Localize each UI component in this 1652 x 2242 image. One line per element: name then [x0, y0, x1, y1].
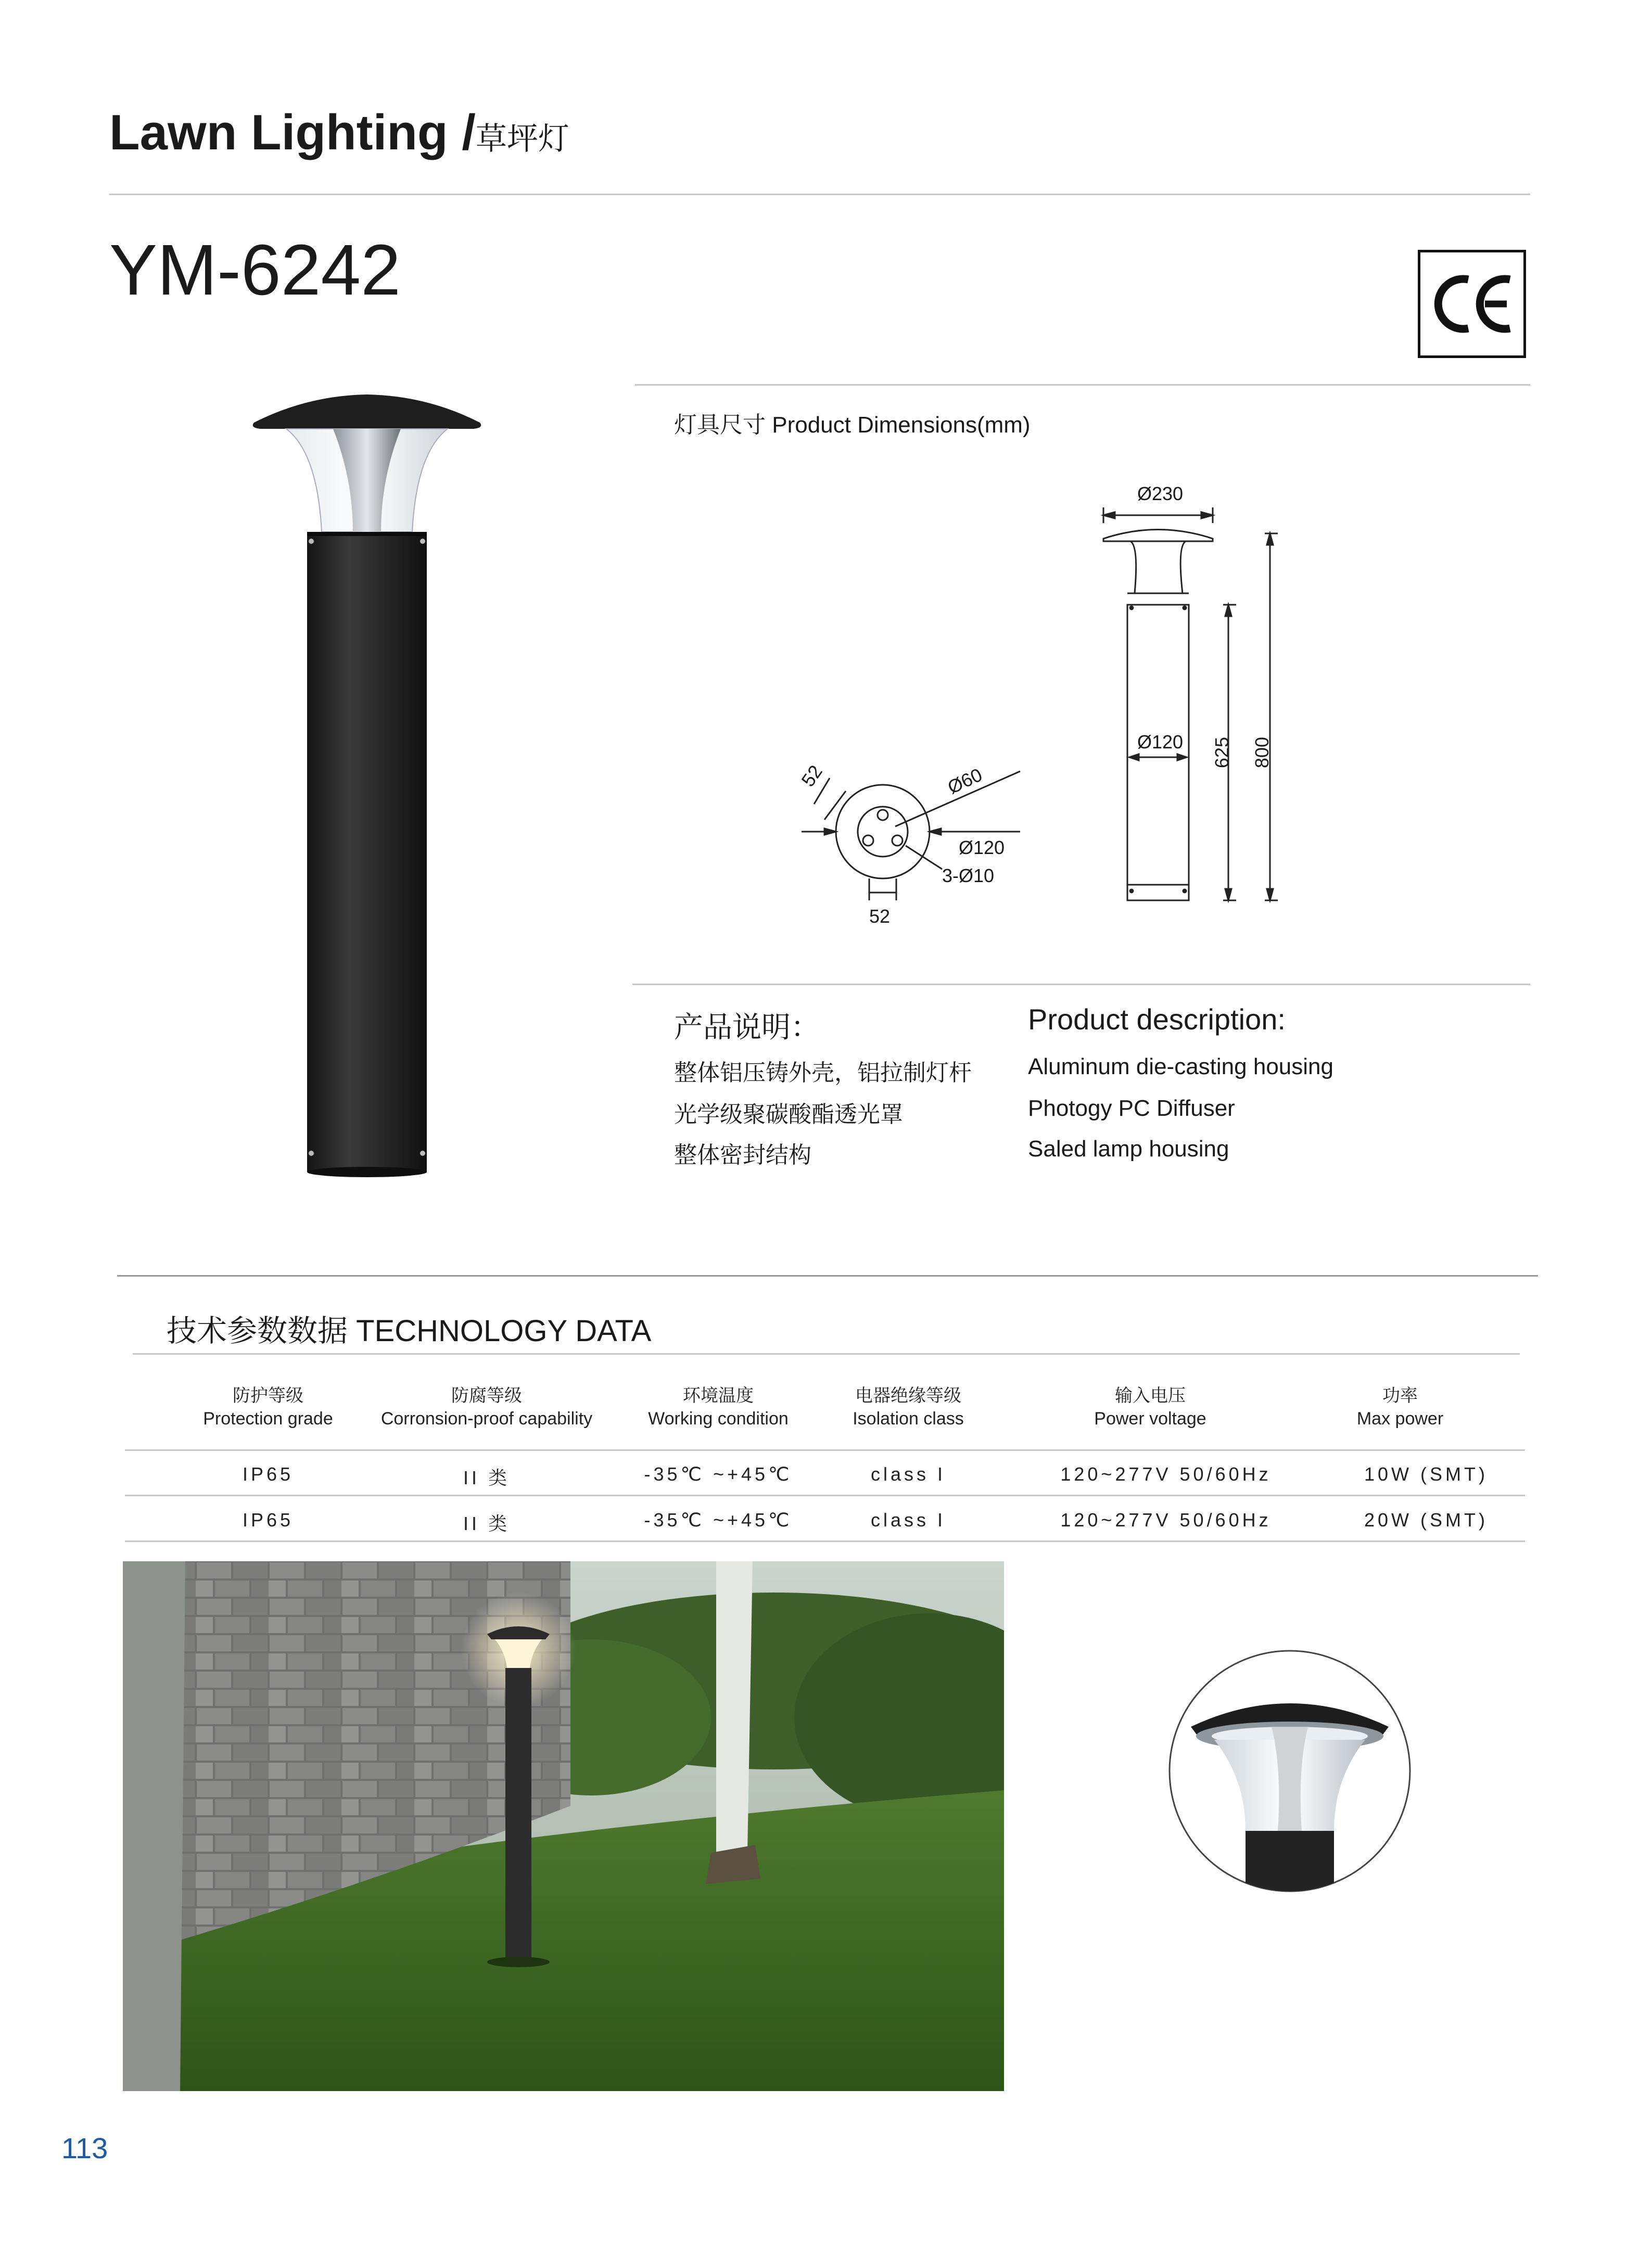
dim-label-base-side-a: 52	[797, 761, 827, 791]
dim-label-top-diameter: Ø230	[1137, 483, 1184, 504]
table-cell: II 类	[463, 1467, 510, 1488]
product-image	[245, 390, 489, 1181]
detail-closeup-image	[1167, 1649, 1412, 1893]
dim-label-hole-circle: Ø60	[944, 763, 986, 798]
table-cell: IP65	[242, 1509, 294, 1531]
dim-label-pole-height: 625	[1211, 736, 1233, 769]
description-line-en-1: Aluminum die-casting housing	[1028, 1054, 1333, 1079]
model-number: YM-6242	[109, 230, 401, 310]
technology-title-divider	[133, 1353, 1520, 1355]
description-heading-cn: 产品说明：	[674, 1011, 820, 1043]
installation-photo	[123, 1561, 1004, 2091]
dimension-drawing-base	[791, 749, 1083, 947]
description-heading-en: Product description:	[1028, 1003, 1286, 1036]
table-cell: IP65	[242, 1463, 294, 1485]
category-title-en: Lawn Lighting /	[109, 105, 476, 160]
table-cell: -35℃ ~+45℃	[644, 1509, 793, 1531]
dim-label-pole-diameter: Ø120	[1137, 731, 1184, 753]
dim-label-base-diameter: Ø120	[959, 837, 1005, 858]
table-row-divider	[125, 1495, 1525, 1496]
table-cell: class I	[870, 1463, 946, 1485]
technology-top-divider	[117, 1275, 1538, 1277]
dim-label-base-side-b: 52	[869, 906, 891, 927]
description-divider	[632, 984, 1530, 985]
dimension-drawing-elevation	[1072, 468, 1332, 968]
column-header: 防腐等级 Corronsion-proof capability	[380, 1386, 593, 1429]
category-title-cn: 草坪灯	[475, 121, 569, 156]
column-header: 输入电压 Power voltage	[1094, 1386, 1206, 1429]
dim-label-base-holes: 3-Ø10	[942, 865, 995, 886]
dim-label-total-height: 800	[1251, 736, 1273, 769]
table-cell: class I	[870, 1509, 946, 1531]
table-cell: 10W (SMT)	[1364, 1463, 1488, 1485]
dimensions-top-divider	[635, 384, 1530, 386]
description-line-cn-2: 光学级聚碳酸酯透光罩	[674, 1102, 903, 1127]
page-number: 113	[61, 2132, 108, 2164]
table-header-divider	[125, 1449, 1525, 1451]
column-header: 电器绝缘等级 Isolation class	[853, 1386, 964, 1429]
ce-mark-icon	[1418, 250, 1526, 358]
column-header: 环境温度 Working condition	[648, 1386, 789, 1429]
table-cell: 120~277V 50/60Hz	[1060, 1463, 1272, 1485]
category-title	[109, 104, 569, 161]
dimensions-title: 灯具尺寸 Product Dimensions(mm)	[674, 412, 1031, 438]
description-line-en-3: Saled lamp housing	[1028, 1136, 1229, 1162]
table-cell: -35℃ ~+45℃	[644, 1463, 793, 1485]
technology-title: 技术参数数据 TECHNOLOGY DATA	[167, 1314, 652, 1348]
description-line-en-2: Photogy PC Diffuser	[1028, 1095, 1235, 1121]
table-cell: II 类	[463, 1513, 510, 1534]
table-cell: 20W (SMT)	[1364, 1509, 1488, 1531]
column-header: 功率 Max power	[1356, 1386, 1444, 1429]
table-bottom-divider	[125, 1540, 1525, 1542]
description-line-cn-1: 整体铝压铸外壳，铝拉制灯杆	[674, 1060, 972, 1086]
description-line-cn-3: 整体密封结构	[674, 1142, 811, 1168]
header-divider	[109, 194, 1530, 195]
table-cell: 120~277V 50/60Hz	[1060, 1509, 1272, 1531]
column-header: 防护等级 Protection grade	[203, 1386, 333, 1429]
